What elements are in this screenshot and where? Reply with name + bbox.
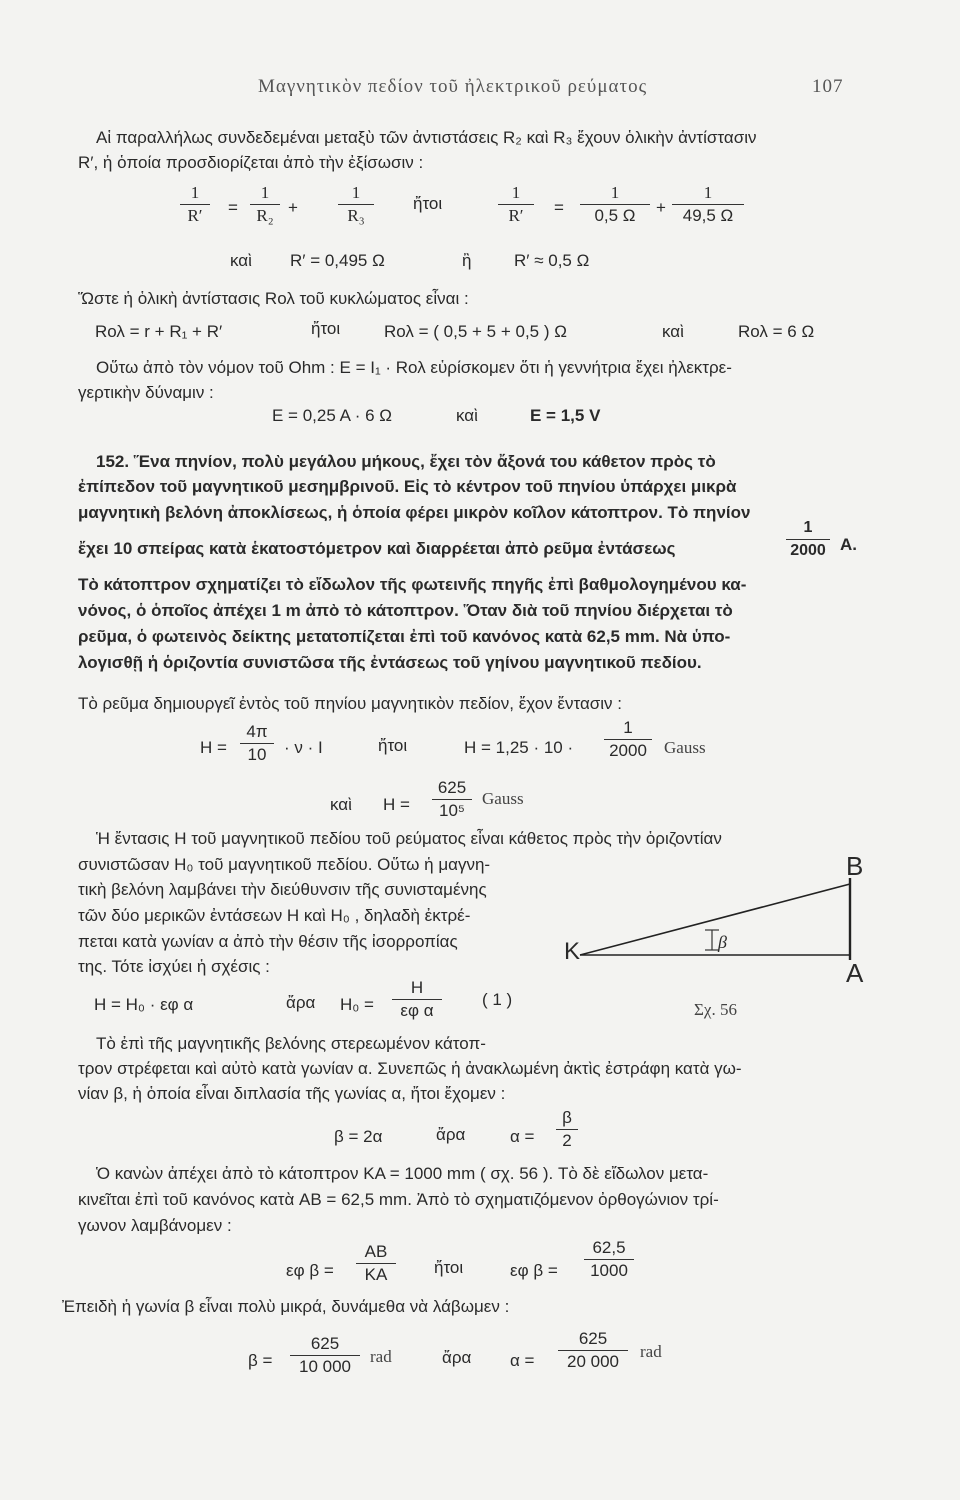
- fraction: 1 2000: [604, 718, 652, 761]
- word-ara: ἄρα: [442, 1348, 472, 1367]
- equation: E = 0,25 A · 6 Ω: [272, 406, 392, 425]
- paragraph-line: πεται κατὰ γωνίαν α ἀπὸ τὴν θέσιν τῆς ἰσορροπίας: [78, 932, 458, 951]
- problem-line: Τὸ κάτοπτρον σχηματίζει τὸ εἴδωλον τῆς φωτεινῆς πηγῆς ἐπὶ βαθμολογημένου κα-: [78, 575, 747, 594]
- equation: α =: [510, 1351, 535, 1370]
- unit-rad: rad: [640, 1342, 662, 1361]
- equation-number: ( 1 ): [482, 990, 513, 1009]
- unit-gauss: Gauss: [482, 789, 524, 808]
- fraction: 1 R₂: [250, 183, 280, 226]
- paragraph-line: τῶν δύο μερικῶν ἐντάσεων H καὶ H₀ , δηλαδὴ ἐκτρέ-: [78, 906, 471, 925]
- fraction: 625 10⁵: [432, 778, 472, 821]
- fraction: 1 R′: [180, 183, 210, 226]
- label-B: B: [846, 851, 864, 881]
- word-h: ἢ: [462, 251, 472, 270]
- unit: A.: [840, 535, 857, 554]
- problem-line: 152. Ἕνα πηνίον, πολὺ μεγάλου μήκους, ἔχει τὸν ἄξονά του κάθετον πρὸς τὸ: [96, 452, 716, 471]
- paragraph-line: συνιστῶσαν H₀ τοῦ μαγνητικοῦ πεδίου. Οὕτω ἡ μαγνη-: [78, 855, 491, 874]
- label-K: K: [564, 938, 581, 965]
- fraction: 625 20 000: [558, 1329, 628, 1372]
- paragraph-line: Ὁ κανὼν ἀπέχει ἀπὸ τὸ κάτοπτρον KA = 1000 mm ( σχ. 56 ). Τὸ δὲ εἴδωλον μετα-: [96, 1164, 709, 1183]
- fraction: β 2: [556, 1108, 578, 1151]
- paragraph-line: Τὸ ἐπὶ τῆς μαγνητικῆς βελόνης στερεωμένον κάτοπ-: [96, 1034, 486, 1053]
- unit-rad: rad: [370, 1347, 392, 1366]
- fraction: AB KA: [356, 1242, 396, 1285]
- problem-line: μαγνητικὴ βελόνη ἀποκλίσεως, ἡ ὁποία φέρει μικρὸν κοῖλον κάτοπτρον. Τὸ πηνίον: [78, 503, 751, 522]
- figure-caption: Σχ. 56: [694, 1000, 737, 1019]
- unit-gauss: Gauss: [664, 738, 706, 757]
- reflected-ray-line: [580, 884, 850, 955]
- equation: Rολ = 6 Ω: [738, 322, 815, 341]
- paragraph-line: Τὸ ρεῦμα δημιουργεῖ ἐντὸς τοῦ πηνίου μαγνητικὸν πεδίον, ἔχον ἔντασιν :: [78, 694, 623, 713]
- page-number: 107: [812, 76, 844, 97]
- equation: H₀ =: [340, 995, 374, 1014]
- problem-line: λογισθῇ ἡ ὁριζοντία συνιστῶσα τῆς ἐντάσεως τοῦ γηίνου μαγνητικοῦ πεδίου.: [78, 653, 702, 672]
- fraction: 625 10 000: [290, 1334, 360, 1377]
- plus-sign: +: [656, 198, 666, 217]
- paragraph-line: τικὴ βελόνη λαμβάνει τὴν διεύθυνσιν τῆς συνισταμένης: [78, 880, 487, 899]
- fraction: 1 R₃: [338, 183, 374, 226]
- equation: R′ = 0,495 Ω: [290, 251, 385, 270]
- equation: Rολ = ( 0,5 + 5 + 0,5 ) Ω: [384, 322, 567, 341]
- word-htoi: ἤτοι: [378, 736, 408, 755]
- word-htoi: ἤτοι: [311, 319, 341, 338]
- equation: H =: [200, 738, 227, 757]
- paragraph-line: γωνον λαμβάνομεν :: [78, 1216, 232, 1235]
- word-ara: ἄρα: [436, 1125, 466, 1144]
- paragraph-line: R′, ἡ ὁποία προσδιορίζεται ἀπὸ τὴν ἐξίσωσιν :: [78, 153, 424, 172]
- equation: R′ ≈ 0,5 Ω: [514, 251, 590, 270]
- fraction: 1 R′: [498, 183, 534, 226]
- paragraph-line: Οὕτω ἀπὸ τὸν νόμον τοῦ Ohm : E = I₁ · Rολ εὑρίσκομεν ὅτι ἡ γεννήτρια ἔχει ἠλεκτρε-: [96, 358, 732, 377]
- problem-line: ἐπίπεδον τοῦ μαγνητικοῦ μεσημβρινοῦ. Εἰς τὸ κέντρον τοῦ πηνίου ὑπάρχει μικρὰ: [78, 477, 737, 496]
- equation: H =: [383, 795, 410, 814]
- paragraph-line: γερτικὴν δύναμιν :: [78, 383, 214, 402]
- paragraph-line: Ἐπειδὴ ἡ γωνία β εἶναι πολὺ μικρά, δυνάμεθα νὰ λάβωμεν :: [62, 1297, 510, 1316]
- paragraph-line: τρον στρέφεται καὶ αὐτὸ κατὰ γωνίαν α. Συνεπῶς ἡ ἀνακλωμένη ἀκτὶς ἐστράφη κατὰ γω-: [78, 1059, 742, 1078]
- equation: β =: [248, 1351, 273, 1370]
- equation: β = 2α: [334, 1127, 383, 1146]
- label-beta: β: [718, 932, 727, 952]
- paragraph-line: κινεῖται ἐπὶ τοῦ κανόνος κατὰ AB = 62,5 mm. Ἀπὸ τὸ σχηματιζόμενον ὀρθογώνιον τρί-: [78, 1190, 719, 1209]
- word-ara: ἄρα: [286, 993, 316, 1012]
- paragraph-line: Ὥστε ἡ ὁλικὴ ἀντίστασις Rολ τοῦ κυκλώματος εἶναι :: [78, 289, 469, 308]
- fraction: 1 49,5 Ω: [672, 183, 744, 226]
- word-htoi: ἤτοι: [434, 1258, 464, 1277]
- fraction: H εφ α: [392, 978, 442, 1021]
- equation: εφ β =: [510, 1261, 558, 1280]
- word-htoi: ἤτοι: [413, 194, 443, 213]
- running-header: Μαγνητικὸν πεδίον τοῦ ἠλεκτρικοῦ ρεύματος: [258, 76, 648, 97]
- paragraph-line: νίαν β, ἡ ὁποία εἶναι διπλασία τῆς γωνίας α, ἤτοι ἔχομεν :: [78, 1084, 506, 1103]
- equals-sign: =: [228, 198, 238, 217]
- paragraph-line: Αἱ παραλλήλως συνδεδεμέναι μεταξὺ τῶν ἀντιστάσεις R₂ καὶ R₃ ἔχουν ὁλικὴν ἀντίστασιν: [96, 128, 757, 147]
- equation-result: E = 1,5 V: [530, 406, 601, 425]
- paragraph-line: Ἡ ἔντασις H τοῦ μαγνητικοῦ πεδίου τοῦ ρεύματος εἶναι κάθετος πρὸς τὴν ὁριζοντίαν: [96, 829, 722, 848]
- problem-line: νόνος, ὁ ὁποῖος ἀπέχει 1 m ἀπὸ τὸ κάτοπτρον. Ὅταν διὰ τοῦ πηνίου διέρχεται τὸ: [78, 601, 733, 620]
- fraction: 1 0,5 Ω: [580, 183, 650, 226]
- fraction: 62,5 1000: [584, 1238, 634, 1281]
- fraction: 4π 10: [240, 722, 274, 765]
- equation: H = 1,25 · 10 ·: [464, 738, 574, 757]
- equation: α =: [510, 1127, 535, 1146]
- equals-sign: =: [554, 198, 564, 217]
- fraction: 1 2000: [786, 518, 830, 561]
- problem-line: ρεῦμα, ὁ φωτεινὸς δείκτης μετατοπίζεται ἐπὶ τοῦ κανόνος κατὰ 62,5 mm. Νὰ ὑπο-: [78, 627, 731, 646]
- equation: · ν · I: [284, 738, 323, 757]
- word-kai: καὶ: [662, 322, 684, 341]
- word-kai: καὶ: [330, 795, 352, 814]
- equation: H = H₀ · εφ α: [94, 995, 194, 1014]
- paragraph-line: της. Τότε ἰσχύει ἡ σχέσις :: [78, 957, 270, 976]
- equation: εφ β =: [286, 1261, 334, 1280]
- label-A: A: [846, 958, 864, 988]
- plus-sign: +: [288, 198, 298, 217]
- word-kai: καὶ: [230, 251, 252, 270]
- equation: Rολ = r + R₁ + R′: [95, 322, 223, 341]
- problem-line: ἔχει 10 σπείρας κατὰ ἑκατοστόμετρον καὶ διαρρέεται ἀπὸ ρεῦμα ἐντάσεως: [78, 539, 676, 558]
- word-kai: καὶ: [456, 406, 478, 425]
